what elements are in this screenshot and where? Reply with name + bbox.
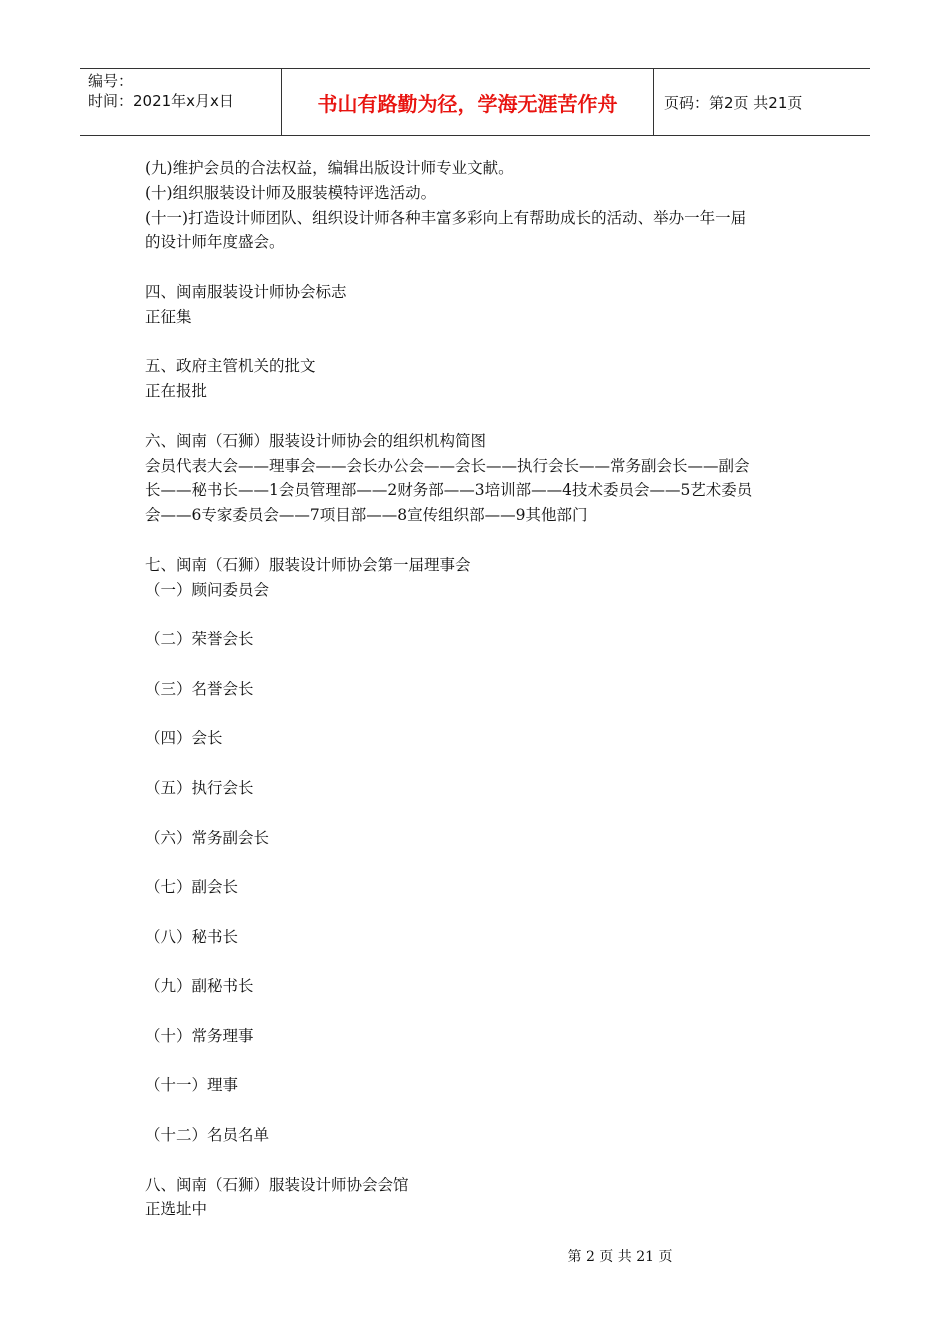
body-line: 四、闽南服装设计师协会标志 [145, 282, 347, 301]
page-footer: 第 2 页 共 21 页 [567, 1249, 673, 1265]
blank-line [145, 1098, 815, 1123]
body-line: 的设计师年度盛会。 [145, 233, 285, 252]
body-line: （八）秘书长 [145, 927, 239, 946]
blank-line [145, 751, 815, 776]
body-line: 会——6专家委员会——7项目部——8宣传组织部——9其他部门 [145, 506, 588, 525]
blank-line [145, 652, 815, 677]
body-line: （三）名誉会长 [145, 679, 254, 698]
blank-line [145, 528, 815, 553]
blank-line [145, 602, 815, 627]
blank-line [145, 1049, 815, 1074]
header-meta-cell [80, 69, 282, 135]
body-line: （十）常务理事 [145, 1026, 254, 1045]
blank-line [145, 801, 815, 826]
blank-line [145, 850, 815, 875]
body-line: （十一）理事 [145, 1076, 239, 1095]
body-line: （一）顾问委员会 [145, 580, 270, 599]
body-line: (十一)打造设计师团队、组织设计师各种丰富多彩向上有帮助成长的活动、举办一年一届 [145, 208, 747, 227]
body-line: （二）荣誉会长 [145, 630, 254, 649]
document-body [145, 156, 815, 1222]
body-line: 正在报批 [145, 382, 208, 401]
body-line: 七、闽南（石狮）服装设计师协会第一届理事会 [145, 555, 471, 574]
blank-line [145, 900, 815, 925]
body-line: 正选址中 [145, 1200, 208, 1219]
blank-line [145, 330, 815, 355]
body-line: (十)组织服装设计师及服装模特评选活动。 [145, 183, 437, 202]
body-line: （六）常务副会长 [145, 828, 270, 847]
body-line: 六、闽南（石狮）服装设计师协会的组织机构简图 [145, 431, 487, 450]
document-time-label: 时间：2021年x月x日 [88, 92, 234, 110]
body-line: （五）执行会长 [145, 778, 254, 797]
header-page-info: 页码：第2页 共21页 [664, 93, 803, 112]
body-line: （十二）名员名单 [145, 1126, 270, 1145]
blank-line [145, 702, 815, 727]
blank-line [145, 950, 815, 975]
page-header [80, 68, 870, 136]
body-line: 五、政府主管机关的批文 [145, 357, 316, 376]
body-line: 八、闽南（石狮）服装设计师协会会馆 [145, 1175, 409, 1194]
blank-line [145, 404, 815, 429]
body-line: 会员代表大会——理事会——会长办公会——会长——执行会长——常务副会长——副会 [145, 456, 750, 475]
body-line: 长——秘书长——1会员管理部——2财务部——3培训部——4技术委员会——5艺术委员 [145, 481, 753, 500]
header-motto: 书山有路勤为径，学海无涯苦作舟 [282, 69, 654, 135]
body-line: （四）会长 [145, 729, 223, 748]
body-line: 正征集 [145, 307, 192, 326]
blank-line [145, 999, 815, 1024]
blank-line [145, 1148, 815, 1173]
body-line: （七）副会长 [145, 878, 239, 897]
blank-line [145, 255, 815, 280]
body-line: （九）副秘书长 [145, 977, 254, 996]
body-line: (九)维护会员的合法权益，编辑出版设计师专业文献。 [145, 159, 514, 177]
document-number-label: 编号： [88, 72, 134, 90]
